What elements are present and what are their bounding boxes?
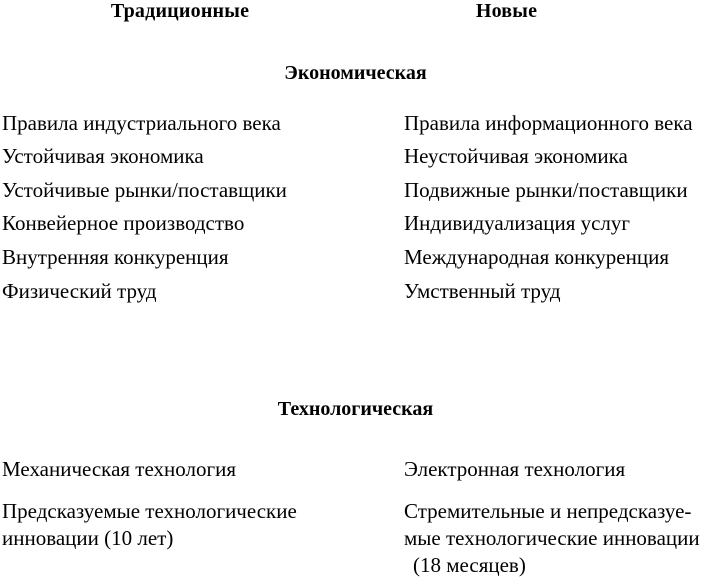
cell-line: инновации (10 лет) (2, 526, 174, 550)
table-row-left-cell: Устойчивые рынки/поставщики (2, 178, 287, 202)
table-row-left-cell: Физический труд (2, 279, 157, 303)
cell-line: мые технологические инновации (404, 526, 700, 550)
table-row-left-cell: Устойчивая экономика (2, 144, 204, 168)
table-row-left-cell: Внутренняя конкуренция (2, 245, 229, 269)
table-row-right-cell: Индивидуализация услуг (404, 211, 631, 235)
table-row-left-cell: Конвейерное производство (2, 211, 245, 235)
table-row-right-cell: Умственный труд (404, 279, 561, 303)
table-row-left-cell: Правила индустриального века (2, 111, 281, 135)
table-row-right-cell: Неустойчивая экономика (404, 144, 628, 168)
column-header-new (404, 0, 711, 22)
table-row-right-cell: Электронная технология (404, 457, 626, 481)
cell-line: Предсказуемые технологические (2, 499, 297, 523)
section-heading-economic: Экономическая (284, 62, 427, 84)
cell-line: (18 месяцев) (413, 553, 526, 577)
table-row-right-cell-multiline (404, 498, 711, 579)
section-heading-technological: Технологическая (277, 398, 434, 420)
table-row-left-cell: Механическая технология (2, 457, 236, 481)
table-row-right-cell: Подвижные рынки/поставщики (404, 178, 688, 202)
table-row-right-cell: Правила информационного века (404, 111, 693, 135)
table-row-left-cell-multiline (2, 498, 400, 552)
cell-line: Стремительные и непредсказуе- (404, 499, 692, 523)
column-header-new-label: Новые (475, 0, 538, 22)
column-header-traditional: Традиционные (110, 0, 250, 22)
table-row-right-cell: Международная конкуренция (404, 245, 669, 269)
